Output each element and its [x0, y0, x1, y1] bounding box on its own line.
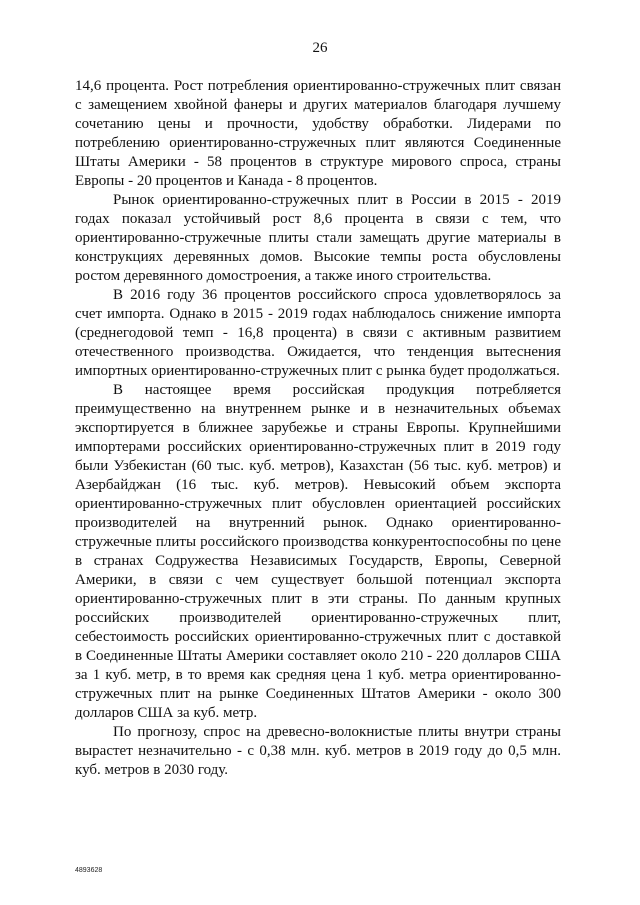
- body-text: [75, 77, 561, 780]
- paragraph: В 2016 году 36 процентов российского спроса удовлетворялось за счет импорта. Однако в 2015 - 2019 годах наблюдалось снижение импорта (среднегодовой темп - 16,8 процента) в связи с активным развитием отечественного производства. Ожидается, что тенденция вытеснения импортных ориентированно-стружечных плит с рынка будет продолжаться.: [75, 287, 561, 379]
- page-number: 26: [312, 40, 328, 56]
- paragraph: 14,6 процента. Рост потребления ориентированно-стружечных плит связан с замещением хвойной фанеры и других материалов благодаря лучшему сочетанию цены и прочности, удобству обработки. Лидерами по потреблению ориентированно-стружечных плит являются Соединенные Штаты Америки - 58 процентов в структуре мирового спроса, страны Европы - 20 процентов и Канада - 8 процентов.: [75, 78, 561, 189]
- document-id: 4893628: [75, 867, 103, 874]
- paragraph: Рынок ориентированно-стружечных плит в России в 2015 - 2019 годах показал устойчивый рост 8,6 процента в связи с тем, что ориентированно-стружечные плиты стали замещать другие материалы в конструкциях деревянных домов. Высокие темпы роста обусловлены ростом деревянного домостроения, а также иного строительства.: [75, 192, 561, 284]
- paragraph: В настоящее время российская продукция потребляется преимущественно на внутреннем рынке и в незначительных объемах экспортируется в ближнее зарубежье и страны Европы. Крупнейшими импортерами российских ориентированно-стружечных плит в 2019 году были Узбекистан (60 тыс. куб. метров), Казахстан (56 тыс. куб. метров) и Азербайджан (16 тыс. куб. метров). Невысокий объем экспорта ориентированно-стружечных плит обусловлен ориентацией российских производителей на внутренний рынок. Однако ориентированно-стружечные плиты российского производства конкурентоспособны по цене в странах Содружества Независимых Государств, Европы, Северной Америки, в связи с чем существует большой потенциал экспорта ориентированно-стружечных плит в эти страны. По данным крупных российских производителей ориентированно-стружечных плит, себестоимость российских ориентированно-стружечных плит с доставкой в Соединенные Штаты Америки составляет около 210 - 220 долларов США за 1 куб. метр, в то время как средняя цена 1 куб. метра ориентированно-стружечных плит на рынке Соединенных Штатов Америки - около 300 долларов США за куб. метр.: [75, 382, 561, 721]
- paragraph: По прогнозу, спрос на древесно-волокнистые плиты внутри страны вырастет незначительно - с 0,38 млн. куб. метров в 2019 году до 0,5 млн. куб. метров в 2030 году.: [75, 724, 561, 778]
